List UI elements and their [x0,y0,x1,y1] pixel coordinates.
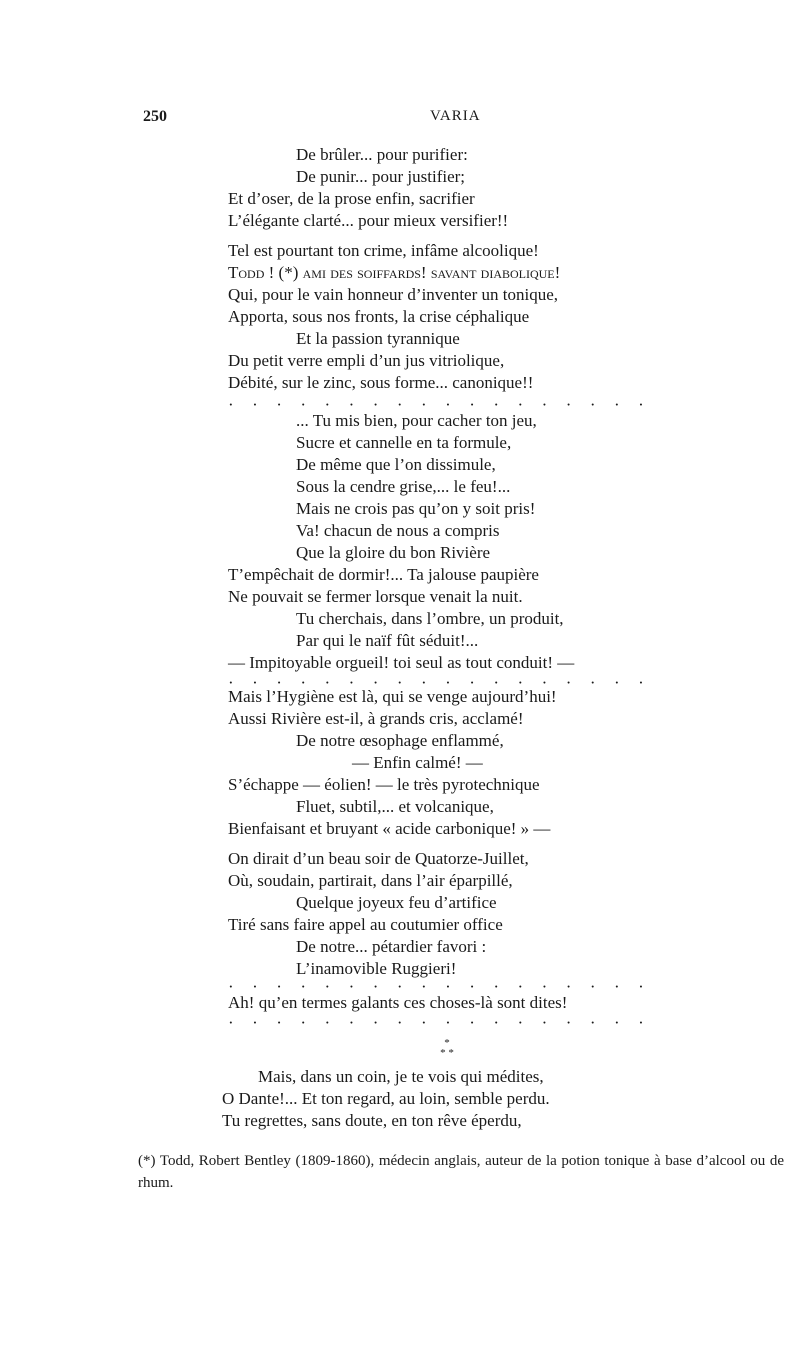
running-title: VARIA [430,108,481,124]
verse-line: Mais ne crois pas qu’on y soit pris! [296,499,536,518]
verse-line: Aussi Rivière est-il, à grands cris, acclamé! [228,709,524,728]
ellipsis-row: · · · · · · · · · · · · · · · · · · [228,395,644,414]
verse-line: Sucre et cannelle en ta formule, [296,433,512,452]
asterism [432,1038,462,1058]
verse-line: — Impitoyable orgueil! toi seul as tout conduit! — [228,653,575,672]
verse-line: L’élégante clarté... pour mieux versifier!! [228,211,509,230]
verse-line: Tu cherchais, dans l’ombre, un produit, [296,609,564,628]
verse-line: De même que l’on dissimule, [296,455,496,474]
verse-line: De notre œsophage enflammé, [296,731,504,750]
verse-line: Tiré sans faire appel au coutumier office [228,915,503,934]
page-number: 250 [143,108,167,125]
ellipsis-row: · · · · · · · · · · · · · · · · · · [228,673,644,692]
verse-line: Tu regrettes, sans doute, en ton rêve éperdu, [222,1111,522,1130]
verse-line: Quelque joyeux feu d’artifice [296,893,497,912]
verse-line: Va! chacun de nous a compris [296,521,500,540]
verse-line: Que la gloire du bon Rivière [296,543,491,562]
verse-line: S’échappe — éolien! — le très pyrotechnique [228,775,540,794]
verse-line: Où, soudain, partirait, dans l’air éparpillé, [228,871,513,890]
verse-line: Ah! qu’en termes galants ces choses-là sont dites! [228,993,568,1012]
verse-line: Ne pouvait se fermer lorsque venait la nuit. [228,587,523,606]
verse-line: Qui, pour le vain honneur d’inventer un tonique, [228,285,559,304]
verse-line: T’empêchait de dormir!... Ta jalouse paupière [228,565,539,584]
footnote: (*) Todd, Robert Bentley (1809-1860), médecin anglais, auteur de la potion tonique à base d’alcool ou de rhum. [138,1153,784,1191]
verse-line: L’inamovible Ruggieri! [296,959,457,978]
verse-line: De brûler... pour purifier: [296,145,468,164]
verse-line: Mais, dans un coin, je te vois qui médites, [258,1067,544,1086]
verse-line: O Dante!... Et ton regard, au loin, semble perdu. [222,1089,550,1108]
verse-line: — Enfin calmé! — [352,753,483,772]
verse-line: Tel est pourtant ton crime, infâme alcoolique! [228,241,539,260]
verse-line: On dirait d’un beau soir de Quatorze-Juillet, [228,849,529,868]
verse-line: Et la passion tyrannique [296,329,460,348]
verse-line: Débité, sur le zinc, sous forme... canonique!! [228,373,534,392]
verse-line: Apporta, sous nos fronts, la crise céphalique [228,307,530,326]
verse-line: Bienfaisant et bruyant « acide carbonique! » — [228,819,551,838]
verse-line: ... Tu mis bien, pour cacher ton jeu, [296,411,537,430]
ellipsis-row: · · · · · · · · · · · · · · · · · · [228,1013,644,1032]
asterism-top: * [444,1037,450,1049]
verse-line: Du petit verre empli d’un jus vitriolique, [228,351,505,370]
verse-line: Sous la cendre grise,... le feu!... [296,477,511,496]
verse-line: Mais l’Hygiène est là, qui se venge aujourd’hui! [228,687,557,706]
page-header [0,108,800,130]
verse-line: De punir... pour justifier; [296,167,466,186]
verse-line: Todd ! (*) ami des soiffards! savant diabolique! [228,263,561,282]
verse-line: De notre... pétardier favori : [296,937,487,956]
verse-line: Par qui le naïf fût séduit!... [296,631,479,650]
asterism-bottom: * * [440,1047,454,1059]
verse-line: Fluet, subtil,... et volcanique, [296,797,494,816]
verse-line: Et d’oser, de la prose enfin, sacrifier [228,189,475,208]
ellipsis-row: · · · · · · · · · · · · · · · · · · [228,977,644,996]
